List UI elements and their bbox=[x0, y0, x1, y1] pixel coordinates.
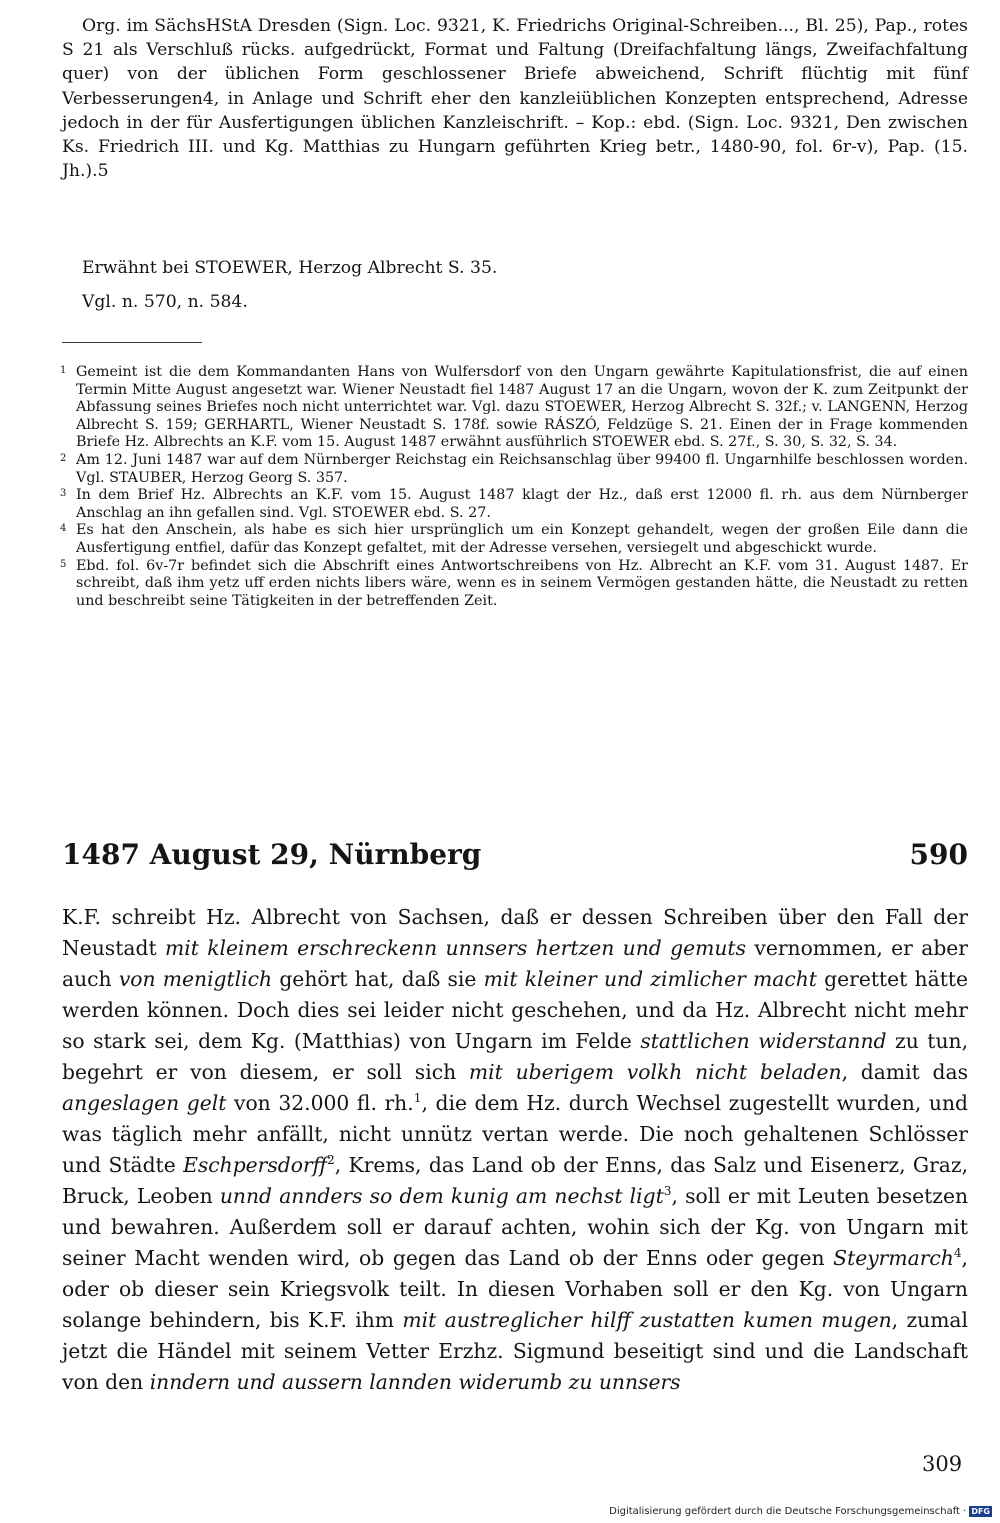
footnote: 2 Am 12. Juni 1487 war auf dem Nürnberger Reichstag ein Reichsanschlag über 99400 fl. Ungarnhilfe beschlossen worden. Vgl. STAUBER, Herzog Georg S. 357. bbox=[60, 451, 968, 486]
entry-date-place: 1487 August 29, Nürnberg bbox=[62, 838, 482, 871]
dfg-logo: DFG bbox=[971, 1507, 990, 1516]
page-number: 309 bbox=[922, 1452, 963, 1476]
entry-number: 590 bbox=[909, 838, 968, 871]
footnote-divider bbox=[62, 342, 202, 343]
digitization-credit: Digitalisierung gefördert durch die Deutsche Forschungsgemeinschaft · DFG bbox=[609, 1506, 990, 1517]
footnote: 5 Ebd. fol. 6v-7r befindet sich die Abschrift eines Antwortschreibens von Hz. Albrecht an K.F. vom 31. August 1487. Er schreibt, daß ihm yetz uff erden nichts libers wäre, wenn es in seinem Vermögen gestanden hätte, die Neustadt zu retten und beschreibt seine Tätigkeiten in der betreffenden Zeit. bbox=[60, 557, 968, 609]
regest-body bbox=[62, 902, 968, 1398]
source-description bbox=[62, 14, 968, 183]
source-text: Org. im SächsHStA Dresden (Sign. Loc. 9321, K. Friedrichs Original-Schreiben..., Bl. 25), Pap., rotes S 21 als Verschluß rücks. aufgedrückt, Format und Faltung (Dreifachfaltung längs, Zweifachfaltung quer) von der üblichen Form geschlossener Briefe abweichend, Schrift flüchtig mit fünf Verbesserungen4, in Anlage und Schrift eher den kanzleiüblichen Konzepten entsprechend, Adresse jedoch in der für Ausfertigungen üblichen Kanzleischrift. – Kop.: ebd. (Sign. Loc. 9321, Den zwischen Ks. Friedrich III. und Kg. Matthias zu Hungarn geführten Krieg betr., 1480-90, fol. 6r-v), Pap. (15. Jh.).5 bbox=[62, 16, 968, 182]
footnote: 4 Es hat den Anschein, als habe es sich hier ursprünglich um ein Konzept gehandelt, wegen der großen Eile dann die Ausfertigung entfiel, dafür das Konzept gefaltet, mit der Adresse versehen, versiegelt und abgeschickt wurde. bbox=[60, 522, 968, 556]
footnote: 3 In dem Brief Hz. Albrechts an K.F. vom 15. August 1487 klagt der Hz., daß erst 12000 fl. rh. aus dem Nürnberger Anschlag an ihn gefallen sind. Vgl. STOEWER ebd. S. 27. bbox=[60, 487, 968, 521]
entry-heading bbox=[62, 838, 968, 871]
footnotes bbox=[62, 364, 968, 610]
regest-paragraph: K.F. schreibt Hz. Albrecht von Sachsen, daß er dessen Schreiben über den Fall der Neustadt mit kleinem erschreckenn unnsers hertzen und gemuts vernommen, er aber auch von menigtlich gehört hat, daß sie mit kleiner und zimlicher macht gerettet hätte werden können. Doch dies sei leider nicht geschehen, und da Hz. Albrecht nicht mehr so stark sei, dem Kg. (Matthias) von Ungarn im Felde stattlichen widerstannd zu tun, begehrt er von diesem, er soll sich mit uberigem volkh nicht beladen, damit das angeslagen gelt von 32.000 fl. rh.$^1$, die dem Hz. durch Wechsel zugestellt wurden, und was täglich mehr anfällt, nicht unnütz vertan werde. Die noch gehaltenen Schlösser und Städte Eschpersdorff$^2$, Krems, das Land ob der Enns, das Salz und Eisenerz, Graz, Bruck, Leoben unnd annders so dem kunig am nechst ligt$^3$, soll er mit Leuten besetzen und bewahren. Außerdem soll er darauf achten, wohin sich der Kg. von Ungarn mit seiner Macht wenden wird, ob gegen das Land ob der Enns oder gegen Steyrmarch$^4$, oder ob dieser sein Kriegsvolk teilt. In diesen Vorhaben soll er den Kg. von Ungarn solange behindern, bis K.F. ihm mit austreglicher hilff zustatten kumen mugen, zumal jetzt die Händel mit seinem Vetter Erzhz. Sigmund beseitigt sind und die Landschaft von den inndern und aussern lannden widerumb zu unnsers bbox=[62, 905, 969, 1394]
footnote: 1 Gemeint ist die dem Kommandanten Hans von Wulfersdorf von den Ungarn gewährte Kapitulationsfrist, die auf einen Termin Mitte August angesetzt war. Wiener Neustadt fiel 1487 August 17 an die Ungarn, wovon der K. zum Zeitpunkt der Abfassung seines Briefes noch nicht unterrichtet war. Vgl. dazu STOEWER, Herzog Albrecht S. 32f.; v. LANGENN, Herzog Albrecht S. 159; GERHARTL, Wiener Neustadt S. 178f. sowie RÁSZÓ, Feldzüge S. 21. Einen der in Frage kommenden Briefe Hz. Albrechts an K.F. vom 15. August 1487 erwähnt ausführlich STOEWER ebd. S. 27f., S. 30, S. 32, S. 34. bbox=[60, 364, 968, 451]
compare-note: Vgl. n. 570, n. 584. bbox=[82, 292, 248, 312]
mentioned-note: Erwähnt bei STOEWER, Herzog Albrecht S. 35. bbox=[82, 258, 498, 278]
